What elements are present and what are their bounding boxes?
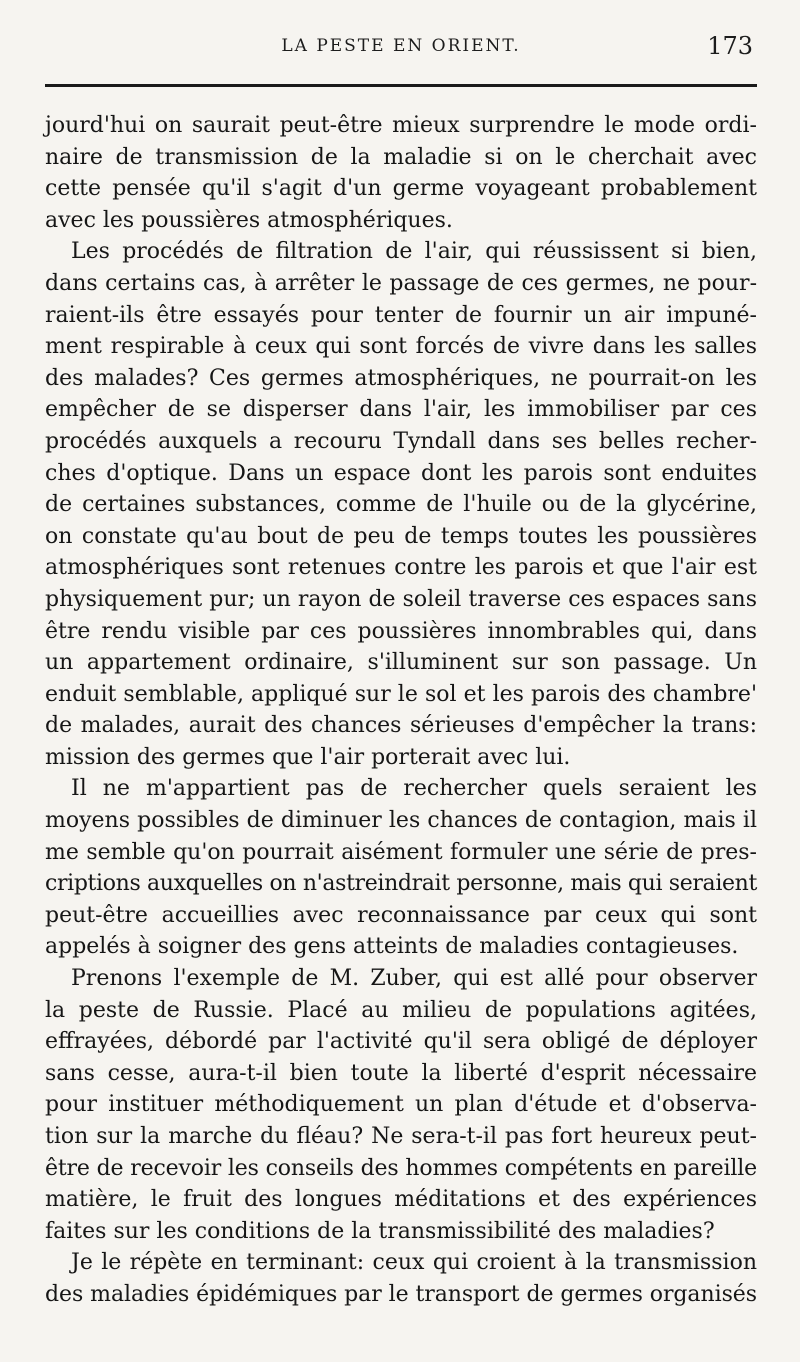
text-line: être rendu visible par ces poussières innombrables qui, dans: [45, 618, 757, 644]
text-line: ches d'optique. Dans un espace dont les parois sont enduites: [45, 460, 757, 486]
text-line: matière, le fruit des longues méditations et des expériences: [45, 1187, 757, 1213]
text-line: effrayées, débordé par l'activité qu'il sera obligé de déployer: [45, 1029, 757, 1055]
paragraph: [45, 773, 757, 963]
text-line: appelés à soigner des gens atteints de maladies contagieuses.: [45, 934, 739, 960]
text-line: criptions auxquelles on n'astreindrait personne, mais qui seraient: [45, 871, 757, 897]
text-line: tion sur la marche du fléau? Ne sera-t-il pas fort heureux peut-: [45, 1124, 757, 1149]
text-line: Prenons l'exemple de M. Zuber, qui est allé pour observer: [71, 966, 757, 992]
text-line: être de recevoir les conseils des hommes compétents en pareille: [45, 1155, 757, 1181]
text-line: de certaines substances, comme de l'huile ou de la glycérine,: [45, 492, 757, 518]
text-line: cette pensée qu'il s'agit d'un germe voyageant probablement: [45, 176, 757, 202]
text-line: la peste de Russie. Placé au milieu de populations agitées,: [45, 997, 757, 1023]
text-line: avec les poussières atmosphériques.: [45, 207, 453, 233]
text-line: mission des germes que l'air porterait avec lui.: [45, 744, 571, 770]
text-line: des malades? Ces germes atmosphériques, ne pourrait-on les: [45, 365, 757, 391]
text-line: dans certains cas, à arrêter le passage de ces germes, ne pour-: [45, 270, 757, 296]
text-line: enduit semblable, appliqué sur le sol et les parois des chambre': [45, 681, 757, 707]
text-line: on constate qu'au bout de peu de temps toutes les poussières: [45, 523, 757, 549]
text-line: Les procédés de filtration de l'air, qui réussissent si bien,: [71, 239, 757, 265]
page-number: 173: [707, 32, 753, 60]
paragraph: [45, 110, 757, 236]
paragraph: [45, 1247, 757, 1310]
text-line: pour instituer méthodiquement un plan d'étude et d'observa-: [45, 1092, 757, 1118]
text-line: peut-être accueillies avec reconnaissance par ceux qui sont: [45, 902, 757, 928]
page-header: [45, 32, 757, 68]
text-line: atmosphériques sont retenues contre les parois et que l'air est: [45, 555, 757, 581]
text-line: me semble qu'on pourrait aisément formuler une série de pres-: [45, 839, 757, 865]
text-line: de malades, aurait des chances sérieuses d'empêcher la trans:: [45, 713, 757, 739]
text-line: naire de transmission de la maladie si on le cherchait avec: [45, 144, 757, 170]
text-line: procédés auxquels a recouru Tyndall dans ses belles recher-: [45, 428, 757, 454]
running-title: LA PESTE EN ORIENT.: [281, 36, 521, 56]
text-line: un appartement ordinaire, s'illuminent sur son passage. Un: [45, 650, 757, 676]
text-line: raient-ils être essayés pour tenter de fournir un air impuné-: [45, 302, 757, 328]
body-text: [45, 110, 757, 1311]
text-line: jourd'hui on saurait peut-être mieux surprendre le mode ordi-: [45, 113, 757, 138]
paragraph: [45, 963, 757, 1247]
text-line: Il ne m'appartient pas de rechercher quels seraient les: [71, 776, 757, 802]
text-line: des maladies épidémiques par le transport de germes organisés: [45, 1281, 757, 1307]
text-line: Je le répète en terminant: ceux qui croient à la transmission: [71, 1250, 757, 1276]
text-line: empêcher de se disperser dans l'air, les immobiliser par ces: [45, 397, 757, 423]
text-line: faites sur les conditions de la transmissibilité des maladies?: [45, 1218, 715, 1244]
text-line: moyens possibles de diminuer les chances de contagion, mais il: [45, 808, 757, 834]
paragraph: [45, 236, 757, 773]
text-line: ment respirable à ceux qui sont forcés de vivre dans les salles: [45, 334, 757, 360]
text-line: sans cesse, aura-t-il bien toute la liberté d'esprit nécessaire: [45, 1060, 757, 1086]
header-rule: [45, 84, 757, 87]
text-line: physiquement pur; un rayon de soleil traverse ces espaces sans: [45, 586, 757, 612]
